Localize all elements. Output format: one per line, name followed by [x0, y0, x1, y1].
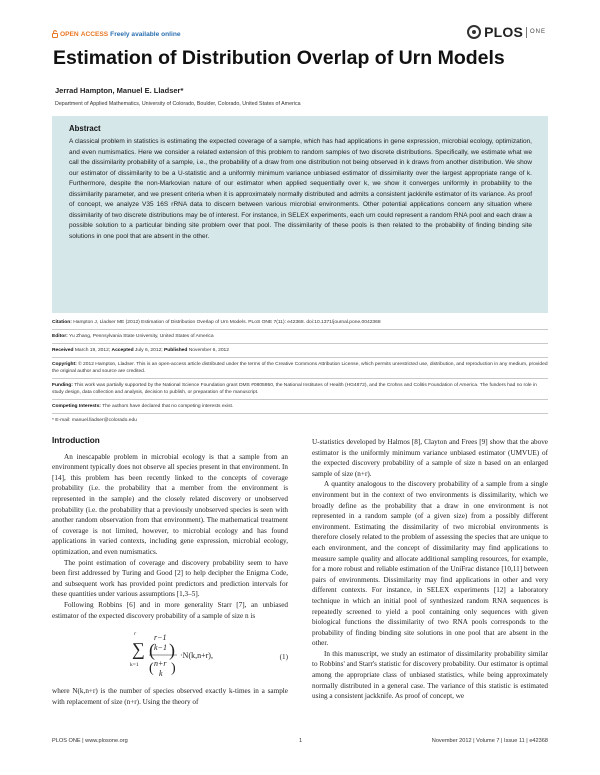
- article-title: Estimation of Distribution Overlap of Urn Models: [53, 47, 505, 69]
- corresponding-email[interactable]: * E-mail: manuel.lladser@colorado.edu: [52, 418, 137, 423]
- body-right-column: [312, 437, 548, 702]
- svg-text:k: k: [159, 669, 163, 679]
- funding-row: [52, 379, 548, 400]
- svg-text:k−1: k−1: [154, 643, 167, 653]
- intro-paragraph-6: A quantity analogous to the discovery probability of a sample from a single environment but in the context of two environments is dissimilarity, which we broadly define as the probability that a draw in one environment is not represented in a random sample (of a given size) from a possibly different environment. Estimating the dissimilarity of two microbial environments is therefore closely related to the problem of assessing the species that are unique to each environment, and the concept of dissimilarity may find applications to measure sample quality and allocate additional sampling resources, for example, for a more robust and reliable estimation of the UniFrac distance [10,11] between pairs of environments. Dissimilarity may find applications in other and very different contexts. For instance, in SELEX experiments [12] a laboratory technique in which an initial pool of synthesized random RNA sequences is repeatedly screened to yield a pool containing only sequences with given biological functions the dissimilarity of two RNA pools corresponds to the probability of finding binding site solutions in one pool that are absent in the other.: [312, 480, 548, 648]
- access-label: ACCESS: [80, 30, 109, 38]
- published-date: November 6, 2012: [188, 348, 229, 353]
- introduction-heading: Introduction: [52, 436, 100, 445]
- copyright-row: [52, 358, 548, 379]
- body-left-column: [52, 436, 288, 707]
- logo-divider: [526, 27, 527, 38]
- intro-paragraph-4: where N(k,n+r) is the number of species observed exactly k-times in a sample with replacement of size (n+r). Using the theory of: [52, 687, 288, 706]
- editor-row: [52, 330, 548, 344]
- abstract-text: A classical problem in statistics is estimating the expected coverage of a sample, which has had applications in gene expression, microbial ecology, optimization, and even numismatics. Here we consider a related extension of this problem to random samples of two discrete distributions. Specifically, we estimate what we call the dissimilarity probability of a sample, i.e., the probability of a draw from one distribution not being observed in k draws from another distribution. We show our estimator of dissimilarity to be a U-statistic and a uniformly minimum variance unbiased estimator of dissimilarity over the largest appropriate range of k. Furthermore, despite the non-Markovian nature of our estimator when applied sequentially over k, we show it converges uniformly in probability to the dissimilarity parameter, and we present criteria when it is approximately normally distributed and admits a consistent jackknife estimator of its variance. As proof of concept, we analyze V35 16S rRNA data to discern between various microbial environments. Other potential applications concern any situation where dissimilarity of two discrete distributions may be of interest. For instance, in SELEX experiments, each urn could represent a random RNA pool and each draw a possible solution to a particular binding site problem over that pool. The dissimilarity of these pools is then related to the probability of finding binding site solutions in one pool that are absent in the other.: [69, 138, 532, 240]
- affiliation: Department of Applied Mathematics, University of Colorado, Boulder, Colorado, United States of America: [55, 101, 301, 107]
- accepted-label: Accepted: [111, 348, 134, 353]
- svg-text:(: (: [149, 640, 155, 661]
- svg-text:k=1: k=1: [130, 662, 139, 669]
- citation-text: Hampton J, Lladser ME (2012) Estimation of Distribution Overlap of Urn Models. PLoS ONE 7(11): e42368. doi:10.1371/journal.pone.0042368: [73, 320, 381, 325]
- open-access-badge: [52, 30, 181, 38]
- email-row: [52, 414, 548, 427]
- plos-wordmark: PLOS: [484, 24, 523, 40]
- equation-1: [52, 622, 288, 684]
- plos-one-logo: [467, 24, 546, 40]
- svg-text:): ): [171, 661, 176, 677]
- funding-label: Funding:: [52, 383, 73, 388]
- article-metadata: [52, 316, 548, 427]
- funding-text: This work was partially supported by the National Science Foundation grant DMS #0805950, the National Institutes of Health (HG4872), and the Crohns and Colitis Foundation of America. The funders had no role in study design, data collection and analysis, decision to publish, or preparation of the manuscript.: [52, 383, 537, 395]
- citation-row: [52, 316, 548, 330]
- competing-interests-row: [52, 400, 548, 414]
- accepted-date: July 6, 2012;: [134, 348, 163, 353]
- svg-text:n+r: n+r: [154, 659, 167, 669]
- one-wordmark: ONE: [529, 29, 546, 35]
- copyright-text: © 2012 Hampton, Lladser. This is an open-access article distributed under the terms of the Creative Commons Attribution License, which permits unrestricted use, distribution, and reproduction in any medium, provided the original author and source are credited.: [52, 362, 548, 374]
- intro-paragraph-3: Following Robbins [6] and in more generality Starr [7], an unbiased estimator of the expected discovery probability of a sample of size n is: [52, 600, 288, 620]
- received-date: March 19, 2012;: [74, 348, 111, 353]
- intro-paragraph-2: The point estimation of coverage and discovery probability seem to have been first addressed by Turing and Good [2] to help decipher the Enigma Code, and subsequent work has provided point predictors and prediction intervals for these quantities under various assumptions [1,3–5].: [52, 558, 288, 599]
- intro-paragraph-5: U-statistics developed by Halmos [8], Clayton and Frees [9] show that the above estimator is the uniformly minimum variance unbiased estimator (UMVUE) of the expected discovery probability of a sample of size n based on an enlarged sample of size (n+r).: [312, 438, 548, 478]
- intro-paragraph-1: An inescapable problem in microbial ecology is that a sample from an environment typically does not observe all species present in that environment. In [14], this problem has been recently linked to the concepts of coverage probability (i.e. the probability that a member from the environment is represented in the sample) and the closely related discovery or unobserved probability (i.e. the probability that a previously unobserved species is seen with another random observation from that environment). The mathematical treatment of coverage is not limited, however, to microbial ecology and has found applications in varied contexts, including gene expression, microbial ecology, optimization, and even numismatics.: [52, 452, 288, 556]
- equation-1-graphic: [52, 622, 288, 684]
- plos-logo-icon: [467, 25, 481, 39]
- svg-text:·N(k,n+r),: ·N(k,n+r),: [180, 651, 213, 661]
- editor-label: Editor:: [52, 334, 68, 339]
- author-list: Jerrad Hampton, Manuel E. Lladser*: [55, 86, 184, 95]
- published-label: Published: [164, 348, 188, 353]
- copyright-label: Copyright:: [52, 362, 77, 367]
- received-label: Received: [52, 348, 74, 353]
- page-number: 1: [299, 738, 303, 744]
- abstract-box: [52, 116, 548, 313]
- dates-row: [52, 344, 548, 358]
- svg-text:r−1: r−1: [154, 633, 167, 643]
- svg-text:r: r: [134, 631, 137, 638]
- open-lock-icon: [52, 30, 58, 38]
- svg-text:): ): [169, 640, 175, 661]
- competing-label: Competing Interests:: [52, 404, 101, 409]
- abstract-heading: Abstract: [69, 124, 101, 133]
- free-available-label: Freely available online: [110, 30, 181, 38]
- competing-text: The authors have declared that no competing interests exist.: [102, 404, 234, 409]
- equation-1-number: (1): [279, 653, 288, 662]
- open-label: OPEN: [60, 30, 79, 38]
- svg-text:∑: ∑: [132, 639, 145, 660]
- svg-text:(: (: [149, 661, 154, 677]
- editor-text: Yu Zhang, Pennsylvania State University, United States of America: [69, 334, 214, 339]
- citation-label: Citation:: [52, 320, 72, 325]
- issue-info: November 2012 | Volume 7 | Issue 11 | e42368: [431, 738, 548, 744]
- journal-url[interactable]: PLOS ONE | www.plosone.org: [52, 738, 128, 744]
- intro-paragraph-7: In this manuscript, we study an estimator of dissimilarity probability similar to Robbins' and Starr's statistic for discovery probability. Our estimator is optimal among the appropriate class of unbiased statistics, while being approximately normally distributed in a general case. The variance of this statistic is estimated using a consistent jackknife. As proof of concept, we: [312, 649, 548, 701]
